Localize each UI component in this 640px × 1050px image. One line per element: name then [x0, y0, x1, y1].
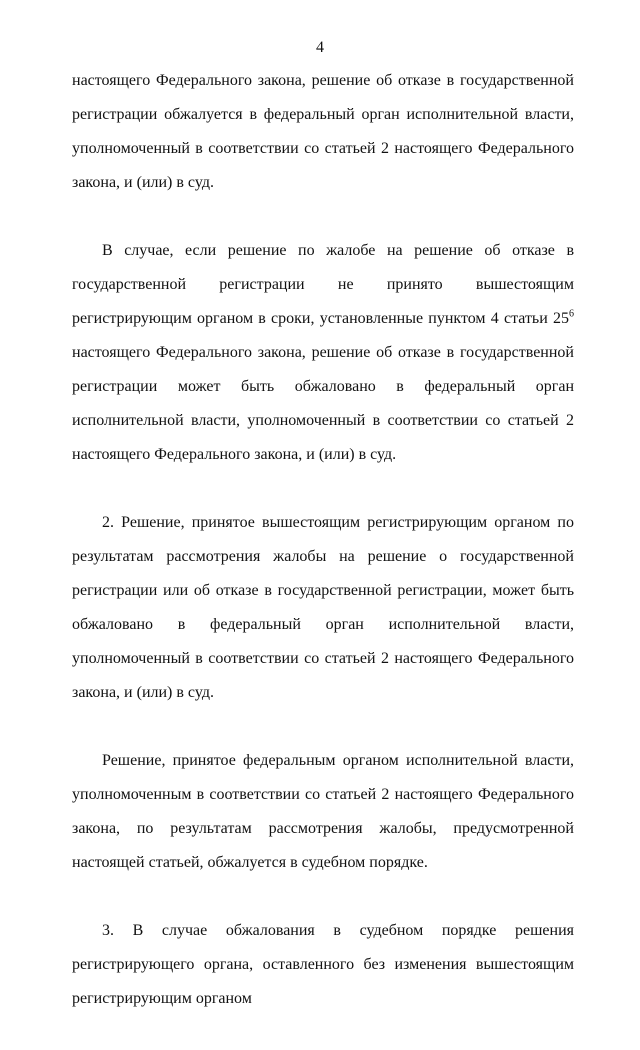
paragraph-continuation: настоящего Федерального закона, решение об отказе в государственной регистрации обжалуется в федеральный орган исполнительной власти, уполномоченный в соответствии со статьей 2 настоящего Федерального закона, и (или) в суд.	[72, 72, 574, 191]
paragraph-item-2: 2. Решение, принятое вышестоящим регистрирующим органом по результатам рассмотрения жалобы на решение о государственной регистрации или об отказе в государственной регистрации, может быть обжаловано в федеральный орган исполнительной власти, уполномоченный в соответствии со статьей 2 настоящего Федерального закона, и (или) в суд.	[72, 514, 574, 701]
paragraph-text-before-superscript: В случае, если решение по жалобе на решение об отказе в государственной регистрации не принято вышестоящим регистрирующим органом в сроки, установленные пунктом 4 статьи 25	[72, 242, 574, 327]
paragraph-text-after-superscript: настоящего Федерального закона, решение об отказе в государственной регистрации может быть обжаловано в федеральный орган исполнительной власти, уполномоченный в соответствии со статьей 2 настоящего Федерального закона, и (или) в суд.	[72, 344, 574, 463]
paragraph-item-3: 3. В случае обжалования в судебном порядке решения регистрирующего органа, оставленного без изменения вышестоящим регистрирующим органом	[72, 922, 574, 1007]
paragraph-federal-decision: Решение, принятое федеральным органом исполнительной власти, уполномоченным в соответствии со статьей 2 настоящего Федерального закона, по результатам рассмотрения жалобы, предусмотренной настоящей статьей, обжалуется в судебном порядке.	[72, 752, 574, 871]
article-superscript: 6	[569, 308, 574, 320]
paragraph-appeal-deadline	[72, 234, 574, 472]
document-body	[72, 64, 574, 1050]
page-number: 4	[316, 39, 324, 56]
